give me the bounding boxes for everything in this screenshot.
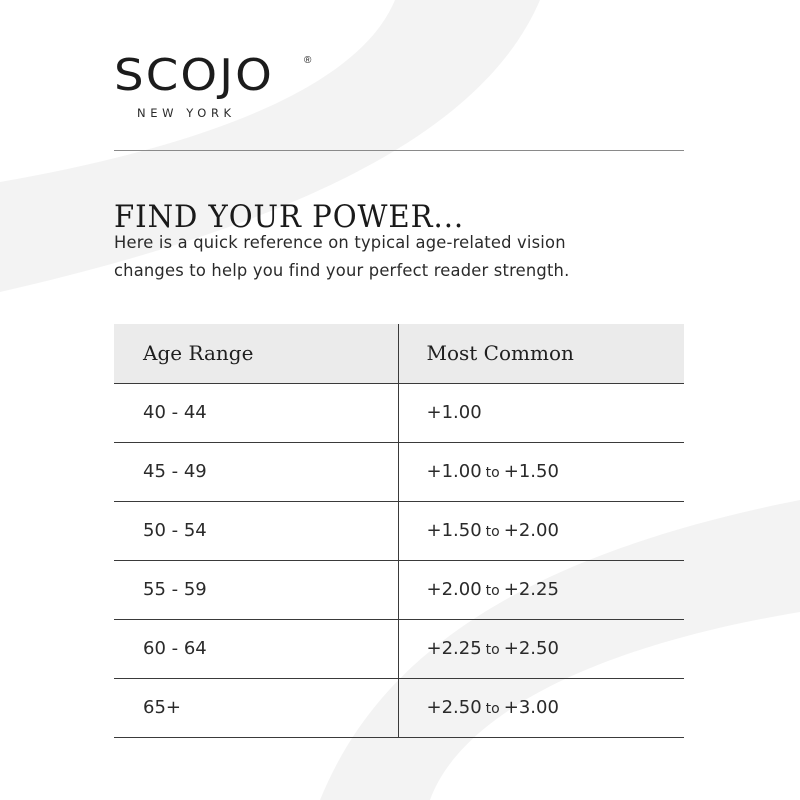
age-range-header: Age Range: [114, 324, 398, 383]
strength-joiner: to: [485, 465, 500, 481]
strength-from: +2.50: [426, 697, 482, 718]
strength-cell: [398, 501, 684, 560]
strength-cell: [398, 619, 684, 678]
table-row: [114, 619, 684, 678]
strength-joiner: [482, 406, 490, 422]
table-row: [114, 501, 684, 560]
strength-from: +1.00: [426, 402, 482, 423]
table-header: [114, 324, 684, 383]
table-row: [114, 560, 684, 619]
table-row: [114, 678, 684, 737]
strength-cell: [398, 560, 684, 619]
age-range-cell: 40 - 44: [114, 383, 398, 442]
table-header-row: [114, 324, 684, 383]
strength-joiner: to: [485, 583, 500, 599]
strength-joiner: to: [485, 642, 500, 658]
intro-line-2: changes to help you find your perfect reader strength.: [114, 261, 570, 281]
strength-joiner: to: [485, 701, 500, 717]
table-row: [114, 383, 684, 442]
strength-from: +2.00: [426, 579, 482, 600]
intro-text: [114, 229, 674, 285]
strength-cell: [398, 383, 684, 442]
strength-cell: [398, 442, 684, 501]
brand-wordmark: SCOJO: [114, 50, 274, 101]
header-divider: [114, 150, 684, 151]
table-body: [114, 383, 684, 737]
page-title: FIND YOUR POWER...: [114, 198, 465, 235]
strength-to: +2.00: [503, 520, 559, 541]
age-range-cell: 65+: [114, 678, 398, 737]
age-range-cell: 50 - 54: [114, 501, 398, 560]
registered-mark: ®: [304, 55, 312, 66]
age-range-cell: 55 - 59: [114, 560, 398, 619]
strength-cell: [398, 678, 684, 737]
strength-from: +2.25: [426, 638, 482, 659]
strength-to: +2.50: [503, 638, 559, 659]
strength-to: +3.00: [503, 697, 559, 718]
reader-strength-table: [114, 324, 684, 738]
strength-joiner: to: [485, 524, 500, 540]
table-row: [114, 442, 684, 501]
most-common-header: Most Common: [398, 324, 684, 383]
age-range-cell: 60 - 64: [114, 619, 398, 678]
strength-from: +1.50: [426, 520, 482, 541]
brand-logo: [114, 50, 324, 120]
age-range-cell: 45 - 49: [114, 442, 398, 501]
strength-from: +1.00: [426, 461, 482, 482]
strength-to: +1.50: [503, 461, 559, 482]
brand-location: NEW YORK: [137, 106, 236, 120]
strength-to: +2.25: [503, 579, 559, 600]
intro-line-1: Here is a quick reference on typical age-related vision: [114, 233, 566, 253]
